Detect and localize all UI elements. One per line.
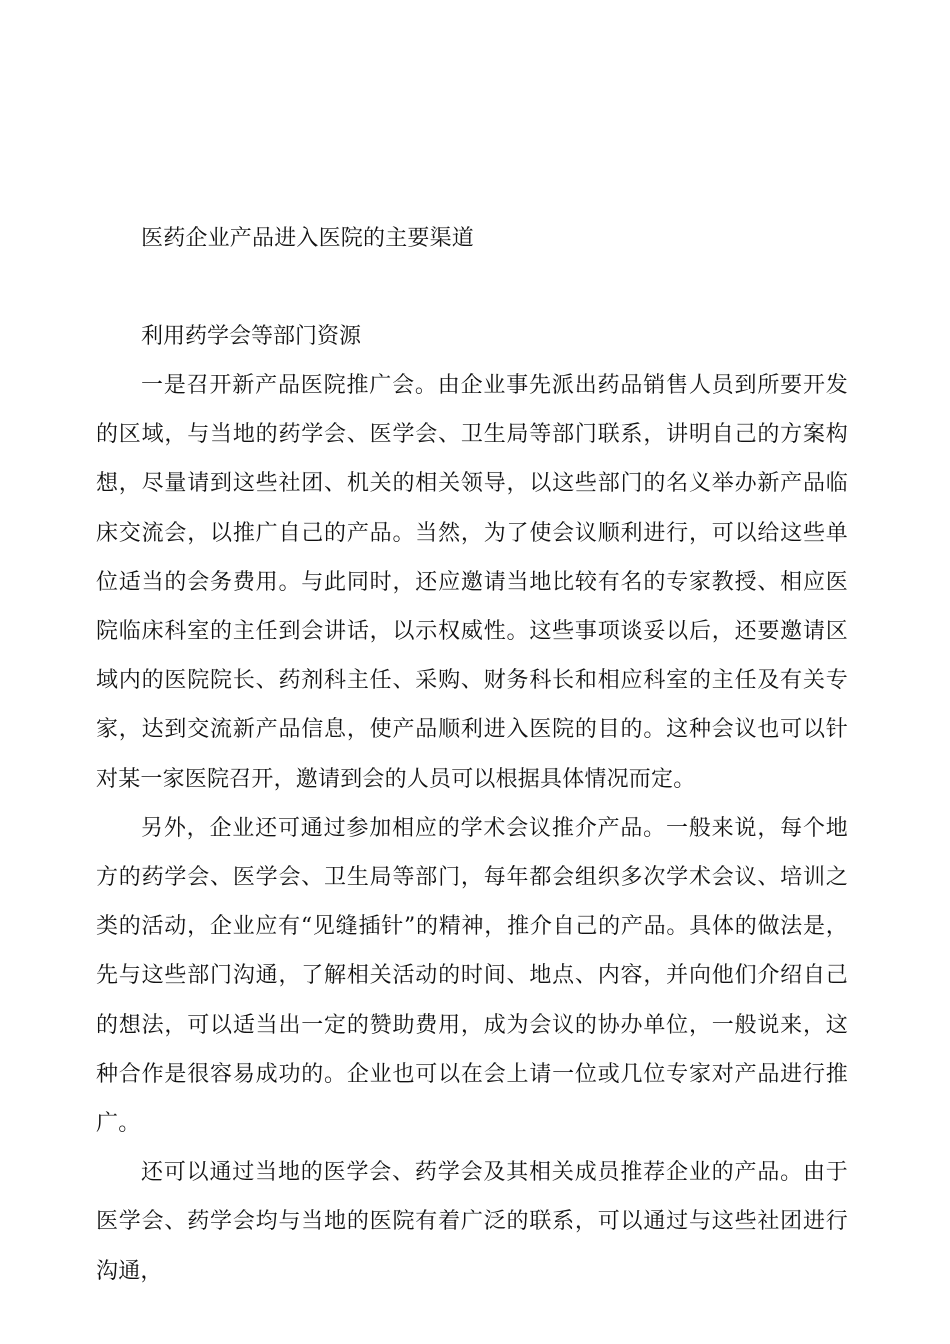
document-body (96, 214, 848, 1296)
document-title: 医药企业产品进入医院的主要渠道 (141, 226, 475, 251)
section-heading: 利用药学会等部门资源 (141, 324, 362, 349)
paragraph-2: 另外，企业还可通过参加相应的学术会议推介产品。一般来说，每个地方的药学会、医学会、卫生局等部门，每年都会组织多次学术会议、培训之类的活动，企业应有“见缝插针”的精神，推介自己的产品。具体的做法是，先与这些部门沟通，了解相关活动的时间、地点、内容，并向他们介绍自己的想法，可以适当出一定的赞助费用，成为会议的协办单位，一般说来，这种合作是很容易成功的。企业也可以在会上请一位或几位专家对产品进行推广。 (96, 815, 848, 1137)
paragraph-3: 还可以通过当地的医学会、药学会及其相关成员推荐企业的产品。由于医学会、药学会均与当地的医院有着广泛的联系，可以通过与这些社团进行沟通， (96, 1160, 848, 1284)
paragraph-1: 一是召开新产品医院推广会。由企业事先派出药品销售人员到所要开发的区域，与当地的药学会、医学会、卫生局等部门联系，讲明自己的方案构想，尽量请到这些社团、机关的相关领导，以这些部门的名义举办新产品临床交流会，以推广自己的产品。当然，为了使会议顺利进行，可以给这些单位适当的会务费用。与此同时，还应邀请当地比较有名的专家教授、相应医院临床科室的主任到会讲话，以示权威性。这些事项谈妥以后，还要邀请区域内的医院院长、药剂科主任、采购、财务科长和相应科室的主任及有关专家，达到交流新产品信息，使产品顺利进入医院的目的。这种会议也可以针对某一家医院召开，邀请到会的人员可以根据具体情况而定。 (96, 373, 848, 792)
